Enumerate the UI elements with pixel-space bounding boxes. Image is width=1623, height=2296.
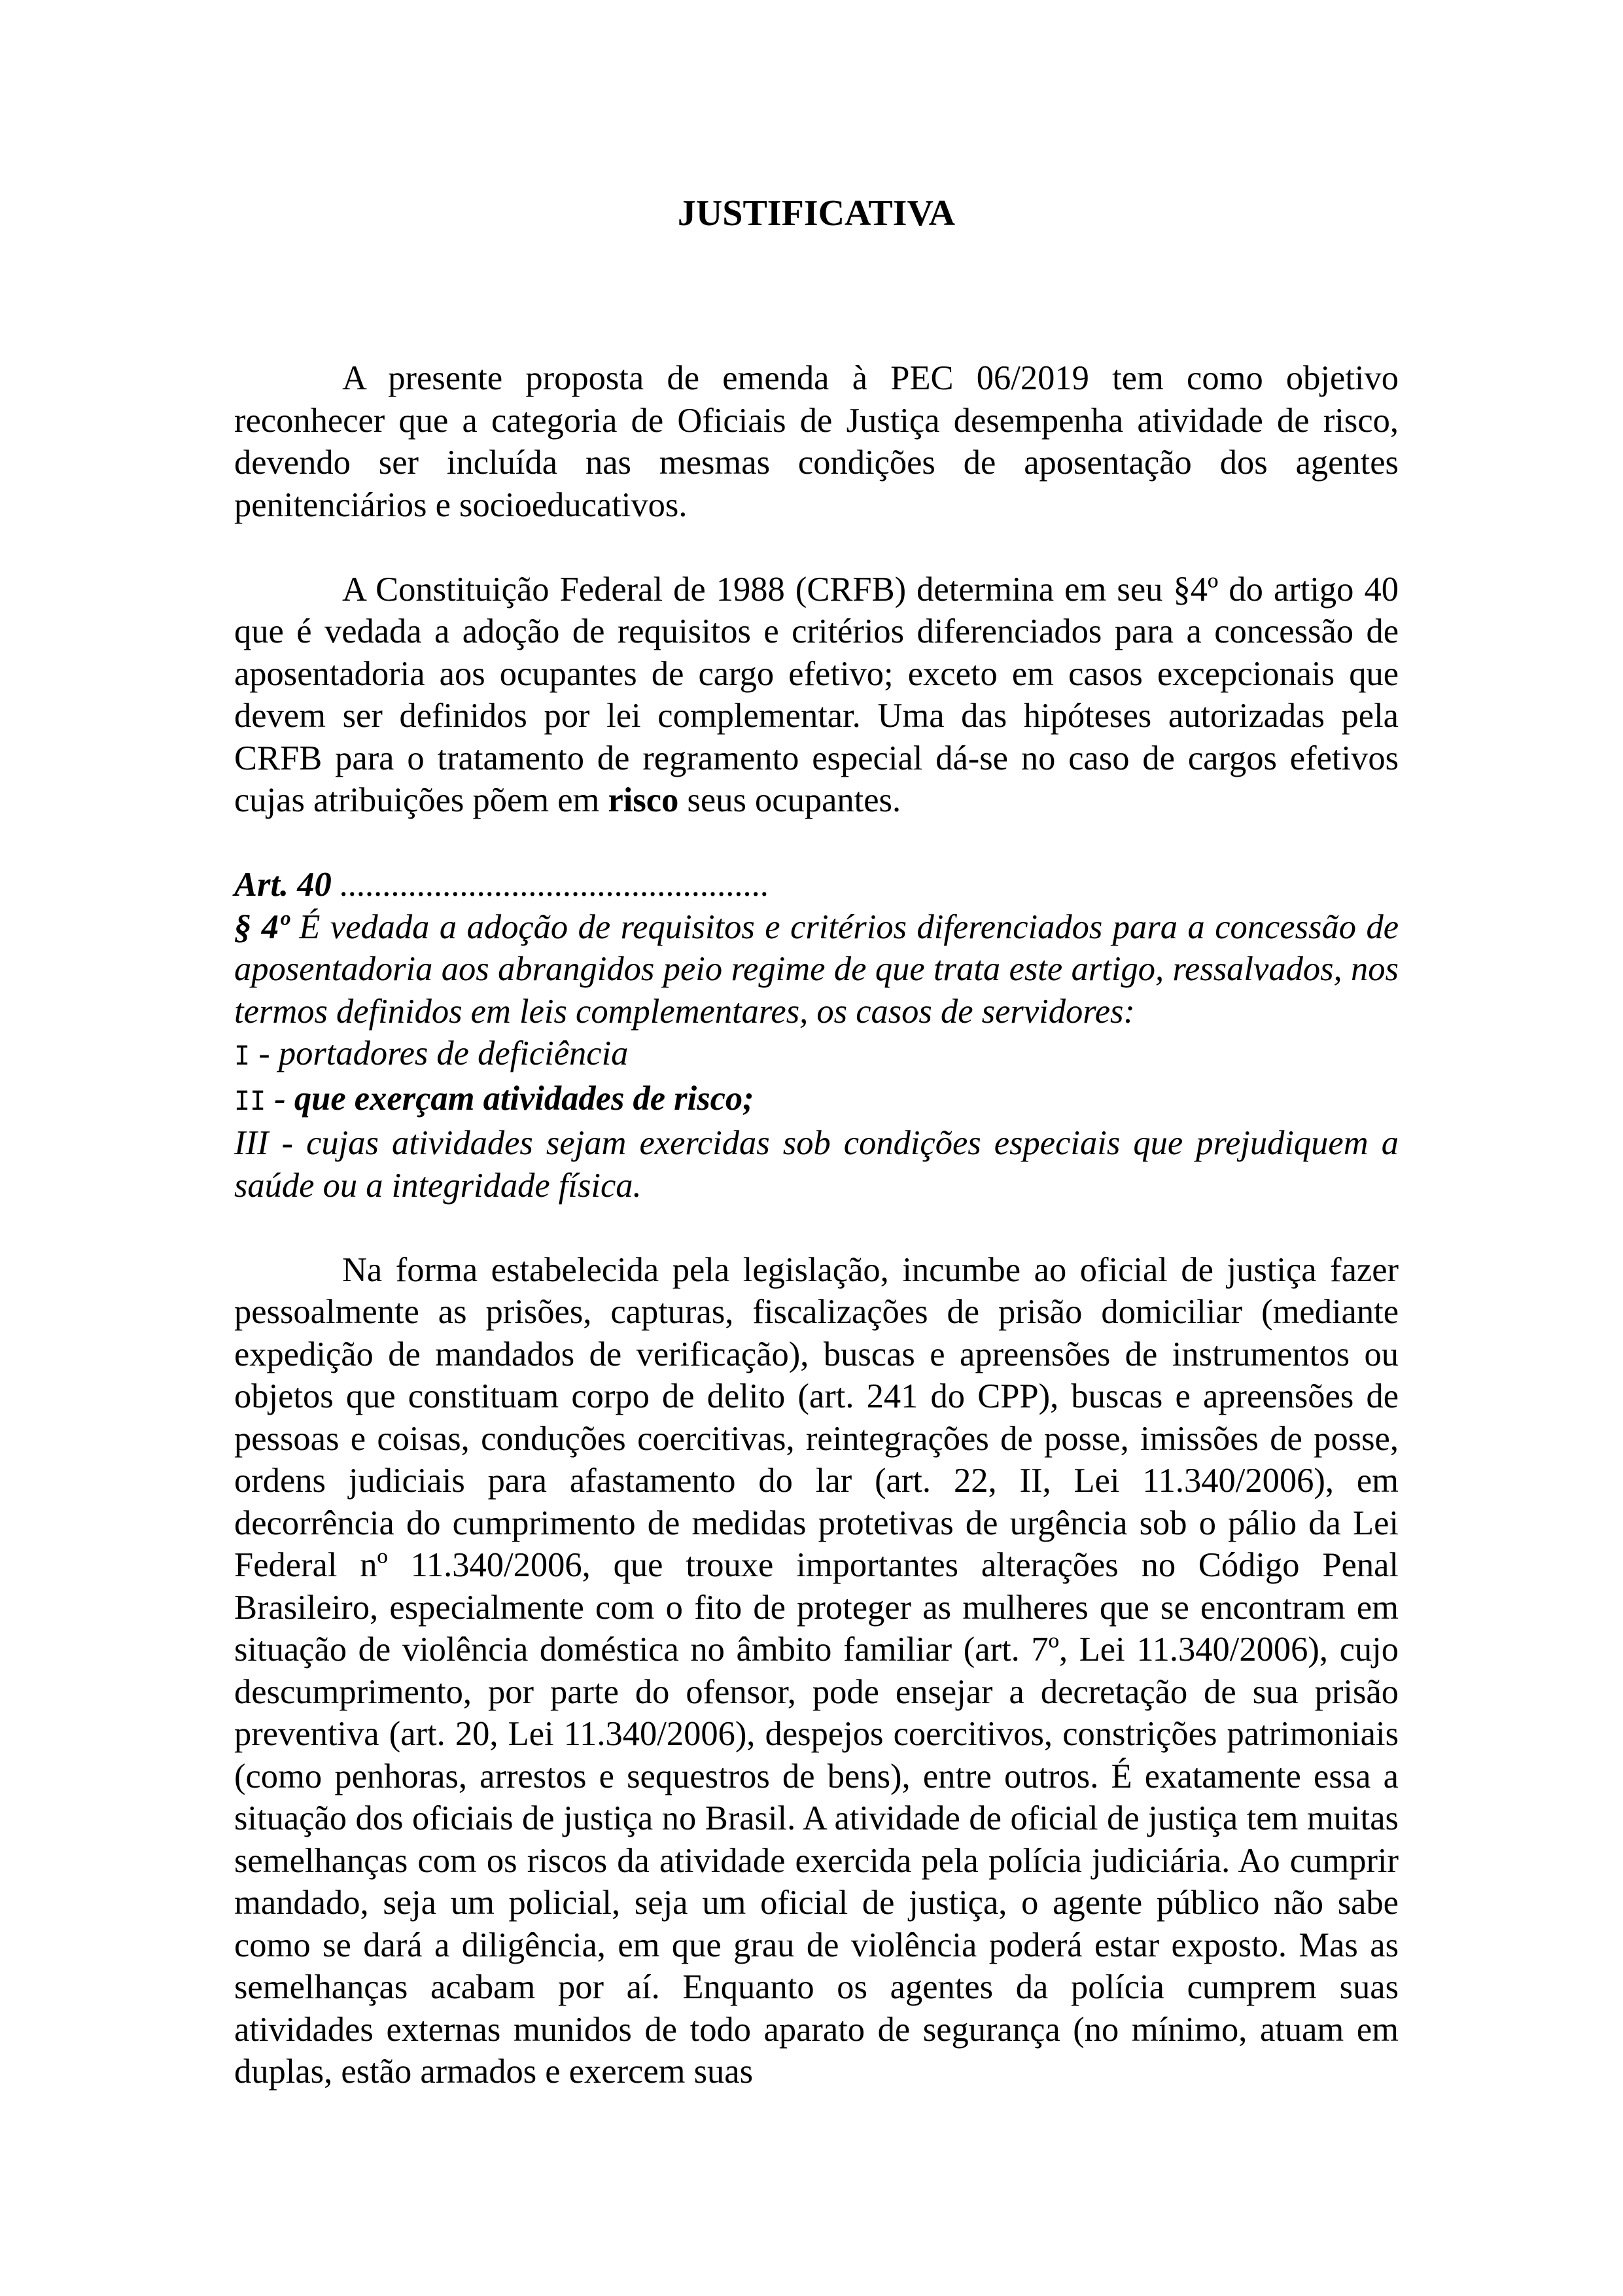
document-body bbox=[234, 357, 1399, 2093]
quote-item-1 bbox=[234, 1033, 1399, 1078]
paragraph-constitution bbox=[234, 569, 1399, 822]
item-1-number: I bbox=[234, 1041, 251, 1071]
document-title: JUSTIFICATIVA bbox=[677, 193, 956, 234]
section-body: É vedada a adoção de requisitos e critérios diferenciados para a concessão de aposentadoria aos abrangidos peio regime de que trata este artigo, ressalvados, nos termos definidos em leis complementares, os casos de servidores: bbox=[234, 908, 1399, 1031]
item-2-number: II bbox=[234, 1086, 266, 1116]
quote-item-2 bbox=[234, 1078, 1399, 1123]
item-2-text: - que exerçam atividades de risco; bbox=[266, 1079, 754, 1118]
section-symbol: § 4º bbox=[234, 908, 289, 946]
paragraph-constitution-text: A Constituição Federal de 1988 (CRFB) determina em seu §4º do artigo 40 que é vedada a adoção de requisitos e critérios diferenciados para a concessão de aposentadoria aos ocupantes de cargo efetivo; exceto em casos excepcionais que devem ser definidos por lei complementar. Uma das hipóteses autorizadas pela CRFB para o tratamento de regramento especial dá-se no caso de cargos efetivos cujas atribuições põem em bbox=[234, 570, 1399, 819]
article-dots: .................................................. bbox=[331, 866, 770, 904]
paragraph-objective: A presente proposta de emenda à PEC 06/2019 tem como objetivo reconhecer que a categoria de Oficiais de Justiça desempenha atividade de risco, devendo ser incluída nas mesmas condições de aposentação dos agentes penitenciários e socioeducativos. bbox=[234, 359, 1399, 524]
emphasis-risco: risco bbox=[608, 781, 679, 819]
paragraph-constitution-end: seus ocupantes. bbox=[678, 781, 901, 819]
paragraph-duties: Na forma estabelecida pela legislação, incumbe ao oficial de justiça fazer pessoalmente as prisões, capturas, fiscalizações de prisão domiciliar (mediante expedição de mandados de verificação), buscas e apreensões de instrumentos ou objetos que constituam corpo de delito (art. 241 do CPP), buscas e apreensões de pessoas e coisas, conduções coercitivas, reintegrações de posse, imissões de posse, ordens judiciais para afastamento do lar (art. 22, II, Lei 11.340/2006), em decorrência do cumprimento de medidas protetivas de urgência sob o pálio da Lei Federal nº 11.340/2006, que trouxe importantes alterações no Código Penal Brasileiro, especialmente com o fito de proteger as mulheres que se encontram em situação de violência doméstica no âmbito familiar (art. 7º, Lei 11.340/2006), cujo descumprimento, por parte do ofensor, pode ensejar a decretação de sua prisão preventiva (art. 20, Lei 11.340/2006), despejos coercitivos, constrições patrimoniais (como penhoras, arrestos e sequestros de bens), entre outros. É exatamente essa a situação dos oficiais de justiça no Brasil. A atividade de oficial de justiça tem muitas semelhanças com os riscos da atividade exercida pela polícia judiciária. Ao cumprir mandado, seja um policial, seja um oficial de justiça, o agente público não sabe como se dará a diligência, em que grau de violência poderá estar exposto. Mas as semelhanças acabam por aí. Enquanto os agentes da polícia cumprem suas atividades externas munidos de todo aparato de segurança (no mínimo, atuam em duplas, estão armados e exercem suas bbox=[234, 1250, 1399, 2091]
section-4-text bbox=[234, 906, 1399, 1033]
article-heading bbox=[234, 864, 1399, 906]
legal-quote bbox=[234, 864, 1399, 1207]
quote-item-3: III - cujas atividades sejam exercidas sob condições especiais que prejudiquem a saúde ou a integridade física. bbox=[234, 1124, 1399, 1205]
article-number: Art. 40 bbox=[234, 866, 332, 904]
item-1-text: - portadores de deficiência bbox=[250, 1034, 629, 1072]
